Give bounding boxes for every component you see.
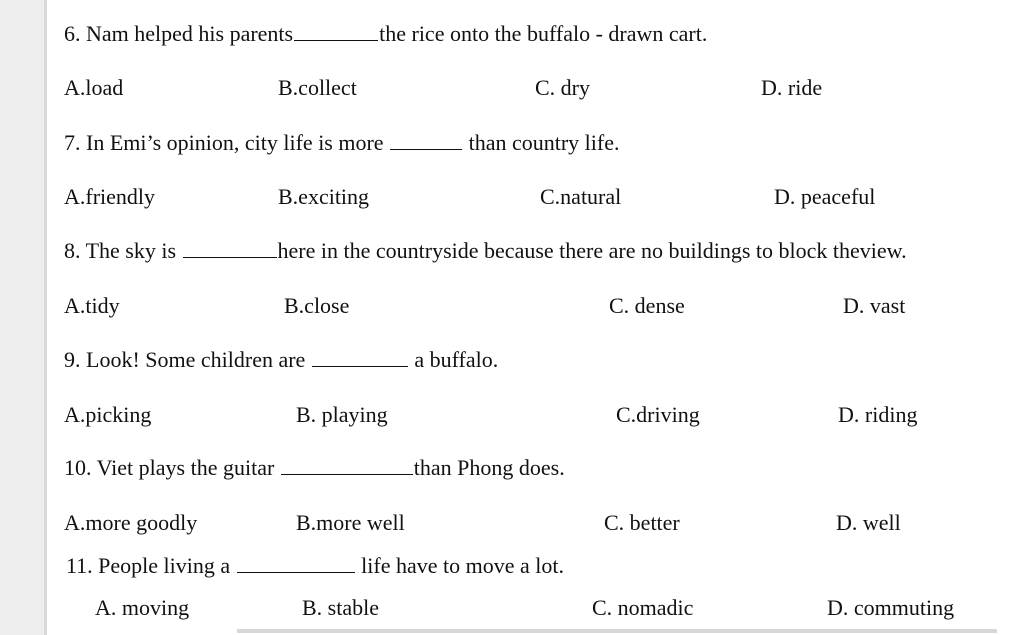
- question-6-option-a: A.load: [64, 75, 124, 100]
- question-11-option-a: A. moving: [95, 595, 190, 620]
- left-margin: [0, 0, 44, 635]
- question-11-blank: [237, 554, 355, 573]
- question-10-option-d: D. well: [836, 510, 901, 535]
- question-8-option-d: D. vast: [843, 293, 906, 318]
- question-10-option-b: B.more well: [296, 510, 405, 535]
- question-10-option-a: A.more goodly: [64, 510, 198, 535]
- question-9-blank: [312, 348, 408, 367]
- question-8-text-after: here in the countryside because there are no buildings to block theview.: [277, 238, 907, 263]
- question-6-option-b: B.collect: [278, 75, 357, 100]
- question-8: [64, 238, 907, 264]
- question-11-option-d: D. commuting: [827, 595, 955, 620]
- question-8-option-a: A.tidy: [64, 293, 120, 318]
- question-11: [66, 553, 564, 579]
- question-9-text-after: a buffalo.: [414, 347, 499, 372]
- question-6-text-before: 6. Nam helped his parents: [64, 21, 294, 46]
- question-7: [64, 130, 619, 156]
- question-7-option-a: A.friendly: [64, 184, 156, 209]
- question-7-blank: [390, 131, 462, 150]
- question-8-blank: [183, 239, 277, 258]
- question-9-text-before: 9. Look! Some children are: [64, 347, 306, 372]
- question-10: [64, 455, 565, 481]
- document-page: [47, 0, 1024, 635]
- question-6-option-d: D. ride: [761, 75, 823, 100]
- cut-off-text-line: [237, 629, 997, 633]
- question-11-text-after: life have to move a lot.: [361, 553, 564, 578]
- question-8-option-c: C. dense: [609, 293, 685, 318]
- question-9: [64, 347, 498, 373]
- question-10-text-before: 10. Viet plays the guitar: [64, 455, 275, 480]
- question-9-option-d: D. riding: [838, 402, 918, 427]
- question-11-text-before: 11. People living a: [66, 553, 231, 578]
- question-7-text-after: than country life.: [468, 130, 620, 155]
- question-7-text-before: 7. In Emi’s opinion, city life is more: [64, 130, 384, 155]
- question-10-option-c: C. better: [604, 510, 680, 535]
- question-8-option-b: B.close: [284, 293, 350, 318]
- question-6: [64, 21, 707, 47]
- question-6-blank: [294, 22, 378, 41]
- question-7-option-d: D. peaceful: [774, 184, 876, 209]
- question-10-text-after: than Phong does.: [413, 455, 565, 480]
- question-9-option-c: C.driving: [616, 402, 700, 427]
- question-8-text-before: 8. The sky is: [64, 238, 177, 263]
- question-9-option-b: B. playing: [296, 402, 388, 427]
- question-9-option-a: A.picking: [64, 402, 152, 427]
- question-10-blank: [281, 456, 413, 475]
- question-6-text-after: the rice onto the buffalo - drawn cart.: [379, 21, 708, 46]
- question-11-option-c: C. nomadic: [592, 595, 694, 620]
- question-6-option-c: C. dry: [535, 75, 590, 100]
- question-7-option-b: B.exciting: [278, 184, 370, 209]
- question-7-option-c: C.natural: [540, 184, 622, 209]
- question-11-option-b: B. stable: [302, 595, 379, 620]
